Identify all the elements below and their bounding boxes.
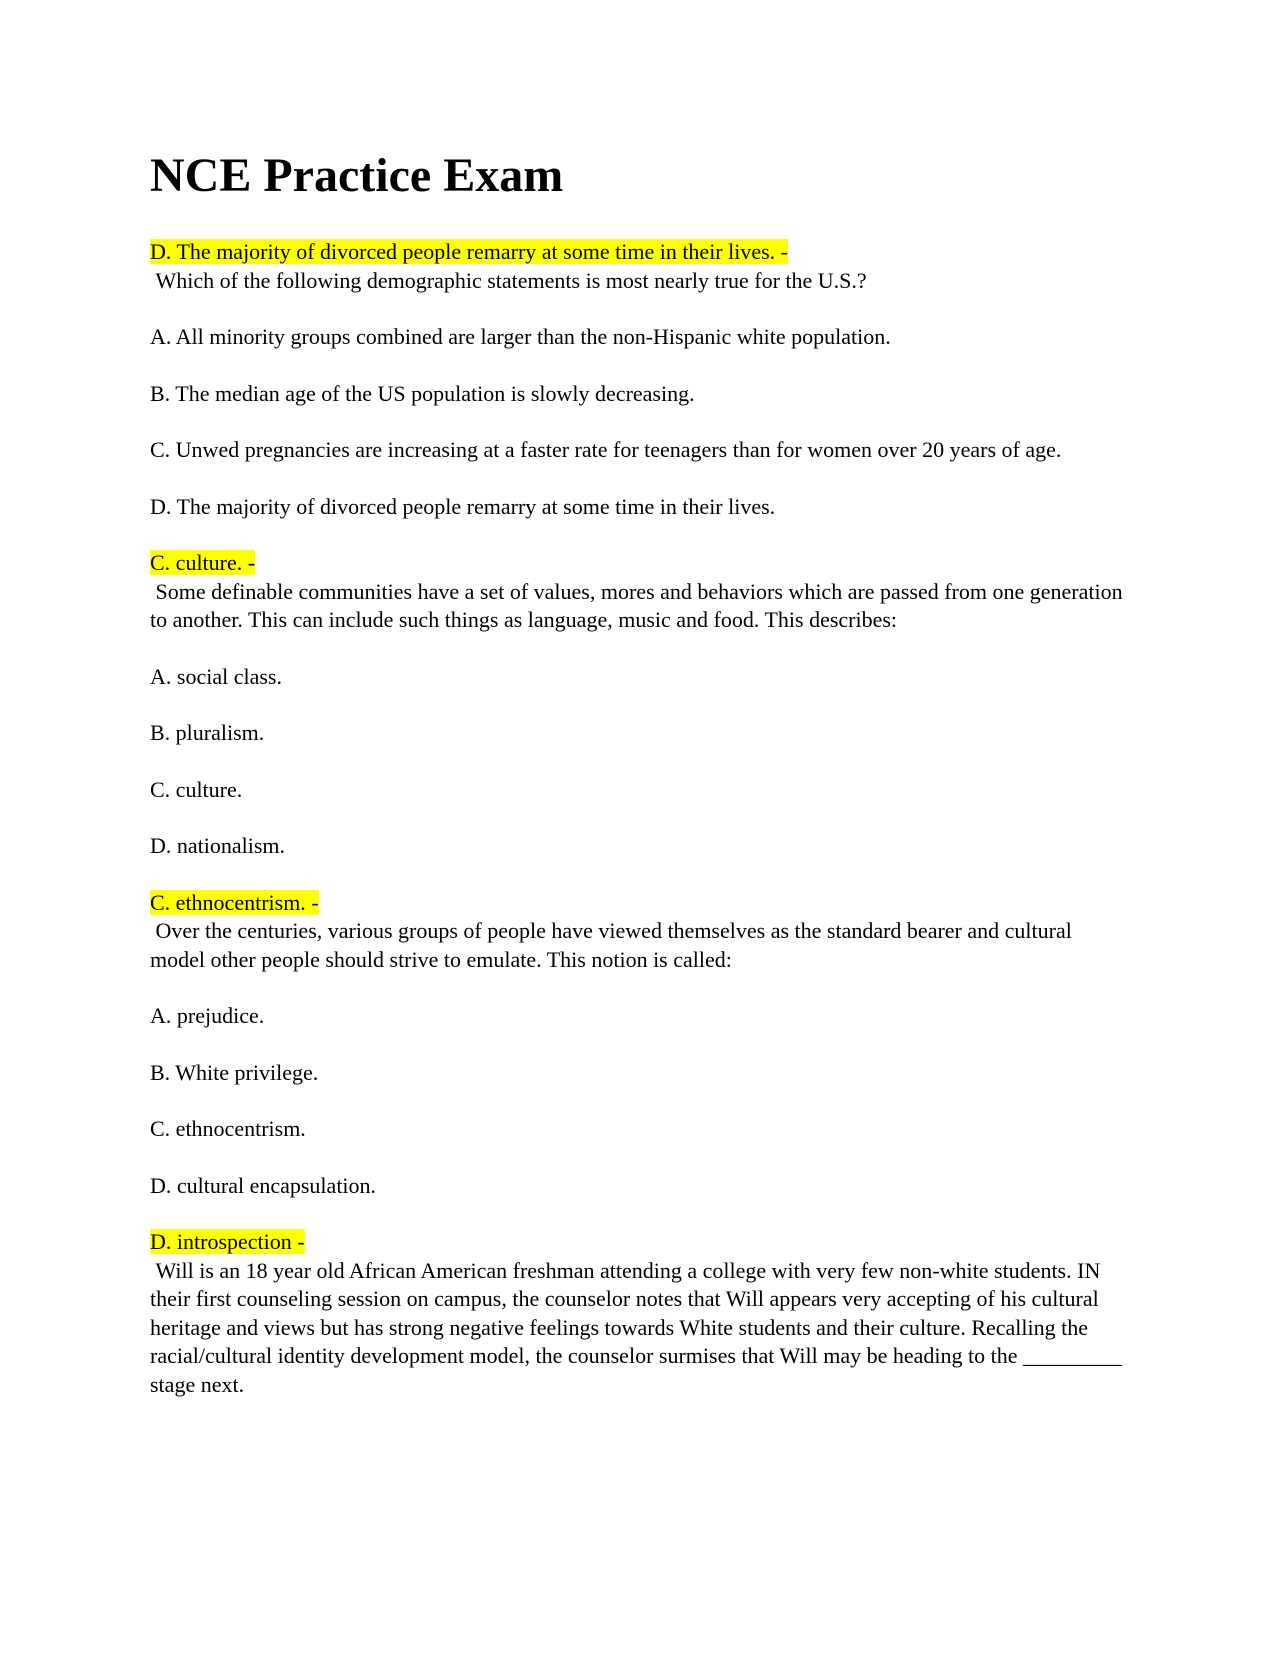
option-b: B. The median age of the US population is slowly decreasing. xyxy=(150,380,695,406)
question-text: Some definable communities have a set of values, mores and behaviors which are passed from one generation to another. This can include such things as language, music and food. This describes: xyxy=(150,578,1129,632)
highlighted-answer: D. introspection - xyxy=(150,1229,305,1254)
option-d: D. cultural encapsulation. xyxy=(150,1172,377,1198)
question-text: Over the centuries, various groups of people have viewed themselves as the standard bearer and cultural model other people should strive to emulate. This notion is called: xyxy=(150,918,1078,972)
document-title: NCE Practice Exam xyxy=(150,149,564,202)
option-d: D. nationalism. xyxy=(150,833,286,858)
option-b: B. White privilege. xyxy=(150,1059,319,1085)
option-a: A. social class. xyxy=(150,663,282,689)
option-c: C. culture. xyxy=(150,776,243,802)
option-c: C. Unwed pregnancies are increasing at a faster rate for teenagers than for women over 20 years of age. xyxy=(150,437,1062,462)
question-block-1 xyxy=(150,238,1130,521)
question-text: Will is an 18 year old African American freshman attending a college with very few non-white students. IN their first counseling session on campus, the counselor notes that Will appears very accepting of his cultural heritage and views but has strong negative feelings towards White students and their culture. Recalling the racial/cultural identity development model, the counselor surmises that Will may be heading to the _________ stage next. xyxy=(150,1257,1128,1397)
option-d: D. The majority of divorced people remarry at some time in their lives. xyxy=(150,493,776,519)
answer-line xyxy=(150,1228,1130,1257)
answer-line xyxy=(150,238,1130,267)
option-b: B. pluralism. xyxy=(150,720,265,745)
question-block-2 xyxy=(150,549,1130,861)
answer-line xyxy=(150,889,1130,918)
question-text: Which of the following demographic statements is most nearly true for the U.S.? xyxy=(150,267,867,293)
highlighted-answer: C. culture. - xyxy=(150,550,256,575)
answer-line xyxy=(150,549,1130,578)
document-page xyxy=(150,148,1130,1399)
option-c: C. ethnocentrism. xyxy=(150,1116,306,1141)
highlighted-answer: D. The majority of divorced people remarry at some time in their lives. - xyxy=(150,239,789,264)
option-a: A. prejudice. xyxy=(150,1003,265,1028)
question-block-4 xyxy=(150,1228,1130,1399)
option-a: A. All minority groups combined are larger than the non-Hispanic white population. xyxy=(150,324,891,349)
question-block-3 xyxy=(150,889,1130,1201)
highlighted-answer: C. ethnocentrism. - xyxy=(150,889,319,915)
